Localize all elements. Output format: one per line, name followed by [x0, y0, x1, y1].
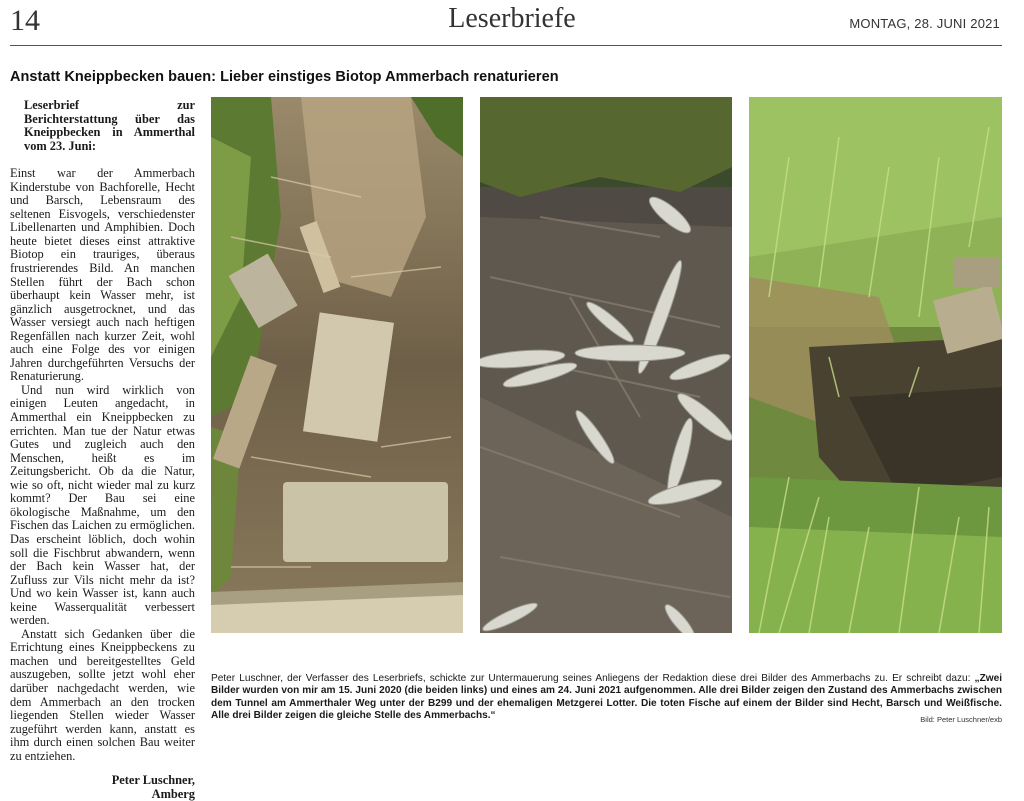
issue-date: MONTAG, 28. JUNI 2021 [849, 16, 1000, 31]
author-name: Peter Luschner, [111, 773, 195, 788]
section-title: Leserbriefe [448, 3, 576, 34]
page-number: 14 [10, 4, 40, 37]
paragraph: Und nun wird wirklich von einigen Leuten angedacht, in Ammerthal ein Kneippbecken zu errichten. Man tue der Natur etwas Gutes und zugleich auch den Menschen, heißt es im Zeitungsbericht. Ob da die Natur, wie so oft, nicht wieder mal zu kurz kommt? Der Bau sei eine ökologische Maßnahme, um den Fischen das Laichen zu ermöglichen. Das erscheint löblich, doch wohin soll die Fischbrut abwandern, wenn der Bach kein Wasser hat, der Zufluss zur Vils nicht mehr da ist? Und wo kein Wasser ist, kann auch keine Wasserqualität verbessert werden. [10, 382, 195, 628]
photo-grassy-streambed [749, 97, 1002, 633]
caption-text: Peter Luschner, der Verfasser des Leserbriefs, schickte zur Untermauerung seines Anliegens der Redaktion diese drei Bilder des Ammerbachs zu. Er schreibt dazu: [211, 673, 971, 684]
paragraph: Einst war der Ammerbach Kinderstube von Bachforelle, Hecht und Barsch, Lebensraum des seltenen Eisvogels, verschiedenster Libellenarten und Amphibien. Doch heute bietet dieses einst attraktive Biotop ein trauriges, überaus frustrierendes Bild. An manchen Stellen führt der Bach schon überhaupt kein Wasser mehr, ist gänzlich ausgetrocknet, und das Wasser versiegt auch nach heftigen Regenfällen nach kurzer Zeit, wohl auch eine Folge des vor einigen Jahren durchgeführten Versuchs der Renaturierung. [10, 166, 195, 384]
photo-dry-streambed-stones [211, 97, 463, 633]
photo-credit: Bild: Peter Luschner/exb [920, 715, 1002, 724]
article-headline: Anstatt Kneippbecken bauen: Lieber einstiges Biotop Ammerbach renaturieren [10, 69, 559, 85]
author-place: Amberg [151, 786, 195, 801]
letter-signature [10, 774, 195, 801]
letter-column [10, 99, 195, 801]
caption-quote: „Zwei Bilder wurden von mir am 15. Juni 2020 (die beiden links) und eines am 24. Juni 2021 aufgenommen. Alle drei Bilder zeigen den Zustand des Ammerbachs zwischen dem Tunnel am Ammerthaler Weg unter der B299 und der ehemaligen Metzgerei Lotter. Die toten Fische auf einem der Bilder sind Hecht, Barsch und Weißfische. Alle drei Bilder zeigen die gleiche Stelle des Ammerbachs.“ [211, 673, 1002, 721]
letter-intro: Leserbrief zur Berichterstattung über das Kneippbecken in Ammerthal vom 23. Juni: [24, 98, 195, 153]
photo-caption [211, 673, 1002, 722]
paragraph: Anstatt sich Gedanken über die Errichtung eines Kneippbeckens zu machen und bereitgestelltes Geld auszugeben, sollte jetzt wohl eher darüber nachgedacht werden, wie dem Ammerbach an den trocken liegenden Stellen wieder Wasser zugeführt werden kann, anstatt es ihm durch einen solchen Bau weiter zu entziehen. [10, 626, 195, 763]
header-rule [10, 45, 1002, 46]
letter-body [10, 167, 195, 763]
photo-dead-fish [480, 97, 732, 633]
